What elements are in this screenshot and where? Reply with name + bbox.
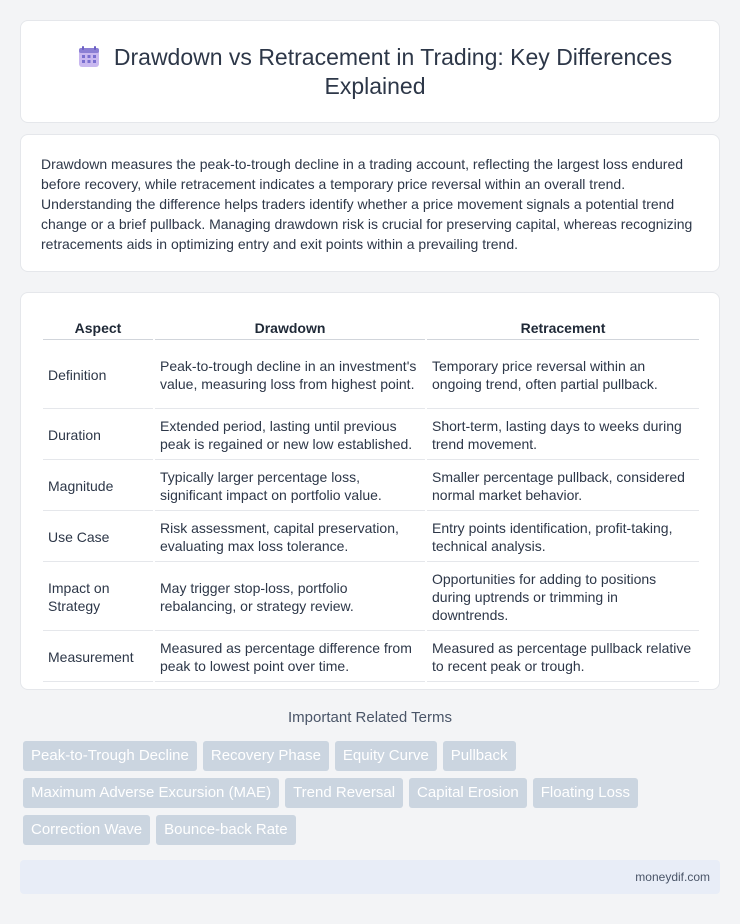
related-terms-tags xyxy=(23,741,703,845)
cell-aspect: Magnitude xyxy=(43,462,153,511)
tag-correction-wave[interactable]: Correction Wave xyxy=(23,815,150,845)
tag-peak-to-trough-decline[interactable]: Peak-to-Trough Decline xyxy=(23,741,197,771)
intro-card xyxy=(20,134,720,272)
table-row xyxy=(43,462,699,511)
tag-trend-reversal[interactable]: Trend Reversal xyxy=(285,778,403,808)
tag-recovery-phase[interactable]: Recovery Phase xyxy=(203,741,329,771)
title-wrap xyxy=(61,43,689,101)
tag-floating-loss[interactable]: Floating Loss xyxy=(533,778,638,808)
table-row xyxy=(43,342,699,409)
related-terms-heading: Important Related Terms xyxy=(288,709,452,726)
tag-capital-erosion[interactable]: Capital Erosion xyxy=(409,778,527,808)
title-card xyxy=(20,20,720,123)
page-title xyxy=(61,43,689,101)
cell-retracement: Entry points identification, profit-taking, technical analysis. xyxy=(427,513,699,562)
cell-drawdown: Peak-to-trough decline in an investment's value, measuring loss from highest point. xyxy=(155,342,425,409)
cell-aspect: Use Case xyxy=(43,513,153,562)
table-row xyxy=(43,633,699,682)
cell-retracement: Opportunities for adding to positions during uptrends or trimming in downtrends. xyxy=(427,564,699,631)
header-aspect: Aspect xyxy=(43,315,153,340)
footer xyxy=(20,860,720,894)
cell-aspect: Duration xyxy=(43,411,153,460)
calendar-grid-icon xyxy=(78,46,100,68)
tag-equity-curve[interactable]: Equity Curve xyxy=(335,741,437,771)
cell-aspect: Measurement xyxy=(43,633,153,682)
cell-aspect: Impact on Strategy xyxy=(43,564,153,631)
tag-pullback[interactable]: Pullback xyxy=(443,741,516,771)
table-header-row xyxy=(43,315,699,340)
cell-drawdown: Risk assessment, capital preservation, evaluating max loss tolerance. xyxy=(155,513,425,562)
cell-drawdown: Measured as percentage difference from peak to lowest point over time. xyxy=(155,633,425,682)
cell-retracement: Temporary price reversal within an ongoing trend, often partial pullback. xyxy=(427,342,699,409)
footer-site: moneydif.com xyxy=(635,870,710,884)
tag-bounce-back-rate[interactable]: Bounce-back Rate xyxy=(156,815,295,845)
cell-drawdown: Typically larger percentage loss, significant impact on portfolio value. xyxy=(155,462,425,511)
page-title-text: Drawdown vs Retracement in Trading: Key Differences Explained xyxy=(113,44,673,99)
cell-retracement: Measured as percentage pullback relative to recent peak or trough. xyxy=(427,633,699,682)
header-drawdown: Drawdown xyxy=(155,315,425,340)
table-row xyxy=(43,513,699,562)
comparison-card xyxy=(20,292,720,690)
cell-retracement: Smaller percentage pullback, considered normal market behavior. xyxy=(427,462,699,511)
table-row xyxy=(43,411,699,460)
intro-paragraph: Drawdown measures the peak-to-trough decline in a trading account, reflecting the largest loss endured before recovery, while retracement indicates a temporary price reversal within an overall trend. Understanding the difference helps traders identify whether a price movement signals a potential trend change or a brief pullback. Managing drawdown risk is crucial for preserving capital, whereas recognizing retracements aids in optimizing entry and exit points within a prevailing trend. xyxy=(41,156,693,252)
tag-maximum-adverse-excursion[interactable]: Maximum Adverse Excursion (MAE) xyxy=(23,778,279,808)
comparison-table xyxy=(41,313,701,684)
header-retracement: Retracement xyxy=(427,315,699,340)
table-row xyxy=(43,564,699,631)
cell-drawdown: May trigger stop-loss, portfolio rebalancing, or strategy review. xyxy=(155,564,425,631)
cell-drawdown: Extended period, lasting until previous peak is regained or new low established. xyxy=(155,411,425,460)
cell-aspect: Definition xyxy=(43,342,153,409)
cell-retracement: Short-term, lasting days to weeks during trend movement. xyxy=(427,411,699,460)
